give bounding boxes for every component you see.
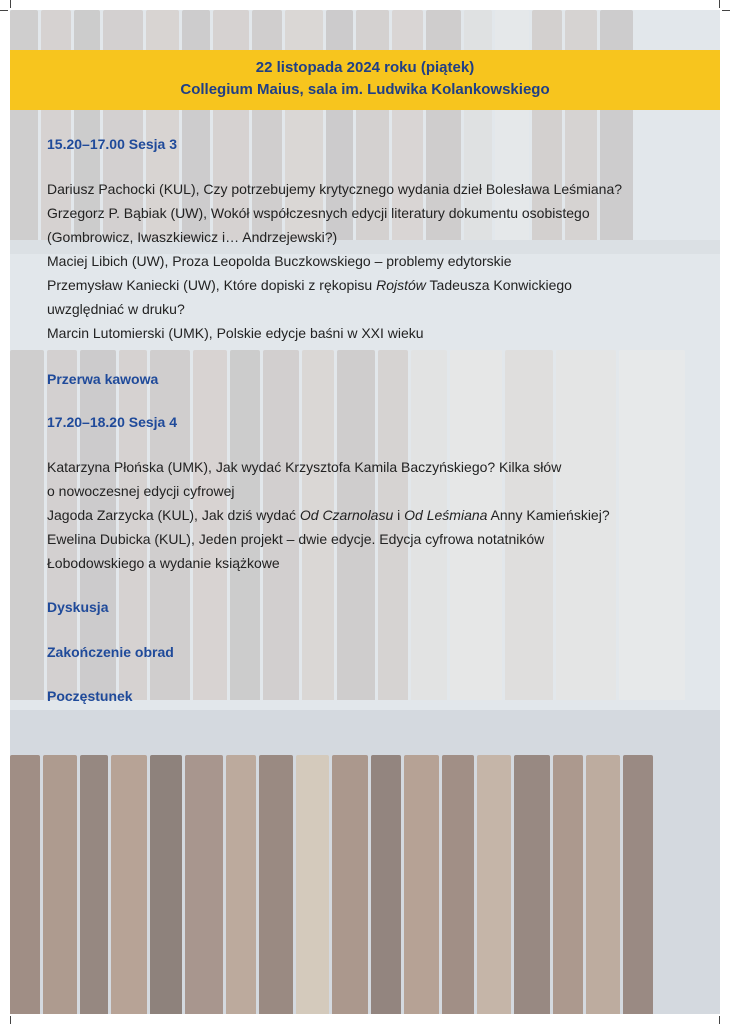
talk-line [47,273,707,297]
talk-line: Grzegorz P. Bąbiak (UW), Wokół współczesnych edycji literatury dokumentu osobistego [47,205,590,221]
talk-line: (Gombrowicz, Iwaszkiewicz i… Andrzejewski?) [47,229,338,245]
talk-title-italic: Rojstów [376,277,426,293]
talk-line: Łobodowskiego a wydanie książkowe [47,555,280,571]
discussion-label: Dyskusja [47,599,109,615]
talk-title-italic: Od Czarnolasu [299,507,394,523]
talk-text: Anny Kamieńskiej? [487,507,610,523]
talk-line: Maciej Libich (UW), Proza Leopolda Buczkowskiego – problemy edytorskie [47,253,512,269]
talk-text: i [393,507,405,523]
talk-title-italic: Od Leśmiana [404,507,488,523]
crop-mark [722,10,730,11]
session3-heading: 15.20–17.00 Sesja 3 [47,136,178,152]
closing-label: Zakończenie obrad [47,644,174,660]
session3-talks [47,177,707,345]
crop-mark [10,1016,11,1024]
crop-mark [719,0,720,8]
talk-line: uwzględniać w druku? [47,301,185,317]
coffee-break: Przerwa kawowa [47,371,159,387]
background-overlay [10,10,720,710]
talk-line: Katarzyna Płońska (UMK), Jak wydać Krzysztofa Kamila Baczyńskiego? Kilka słów [47,459,562,475]
reception-label: Poczęstunek [47,688,133,704]
talk-text: Przemysław Kaniecki (UW), Które dopiski z rękopisu [47,277,377,293]
session4-talks [47,455,707,575]
crop-mark [10,0,11,8]
talk-line: Dariusz Pachocki (KUL), Czy potrzebujemy krytycznego wydania dzieł Bolesława Leśmiana? [47,181,623,197]
session4-heading: 17.20–18.20 Sesja 4 [47,414,178,430]
talk-line: o nowoczesnej edycji cyfrowej [47,483,235,499]
talk-text: Jagoda Zarzycka (KUL), Jak dziś wydać [47,507,300,523]
talk-text: Tadeusza Konwickiego [425,277,572,293]
flyer-page [10,10,720,1014]
event-date: 22 listopada 2024 roku (piątek) [255,59,475,76]
talk-line [47,503,707,527]
talk-line: Ewelina Dubicka (KUL), Jeden projekt – dwie edycje. Edycja cyfrowa notatników [47,531,545,547]
talk-line: Marcin Lutomierski (UMK), Polskie edycje baśni w XXI wieku [47,325,424,341]
background-overlay-lower [10,710,720,1014]
event-banner [10,50,720,110]
event-venue: Collegium Maius, sala im. Ludwika Kolankowskiego [180,81,550,98]
crop-mark [719,1016,720,1024]
crop-mark [0,10,8,11]
